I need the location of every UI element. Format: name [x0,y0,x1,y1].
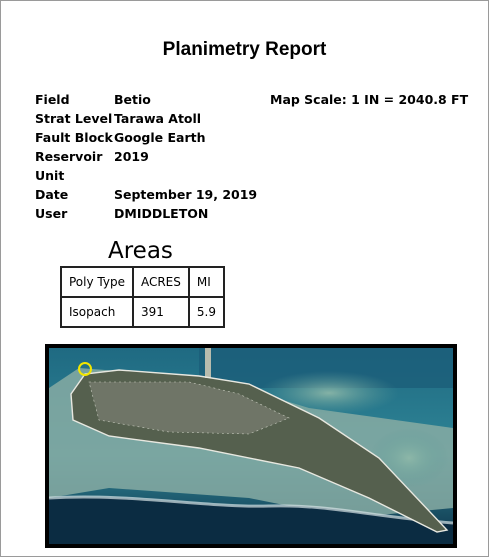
cell-mi: 5.9 [189,297,224,327]
date-label: Date [35,187,69,202]
reservoir-label: Reservoir [35,149,103,164]
unit-label: Unit [35,168,65,183]
satellite-map [45,344,457,548]
cell-acres: 391 [133,297,189,327]
satellite-map-image [49,348,453,544]
pier [205,348,211,378]
strat-level-label: Strat Level [35,111,113,126]
strat-level-value: Tarawa Atoll [114,111,202,126]
report-title: Planimetry Report [162,39,327,60]
reservoir-value: 2019 [114,149,149,164]
cell-poly-type: Isopach [61,297,133,327]
field-label: Field [35,92,70,107]
date-value: September 19, 2019 [114,187,258,202]
user-value: DMIDDLETON [114,206,209,221]
areas-title: Areas [108,238,173,264]
header-mi: MI [189,267,224,297]
fault-block-label: Fault Block [35,130,113,145]
table-row [61,297,224,327]
areas-header-row [61,267,224,297]
areas-table [60,266,225,328]
fault-block-value: Google Earth [114,130,206,145]
map-scale: Map Scale: 1 IN = 2040.8 FT [270,92,469,107]
header-poly-type: Poly Type [61,267,133,297]
user-label: User [35,206,68,221]
header-acres: ACRES [133,267,189,297]
field-value: Betio [114,92,151,107]
